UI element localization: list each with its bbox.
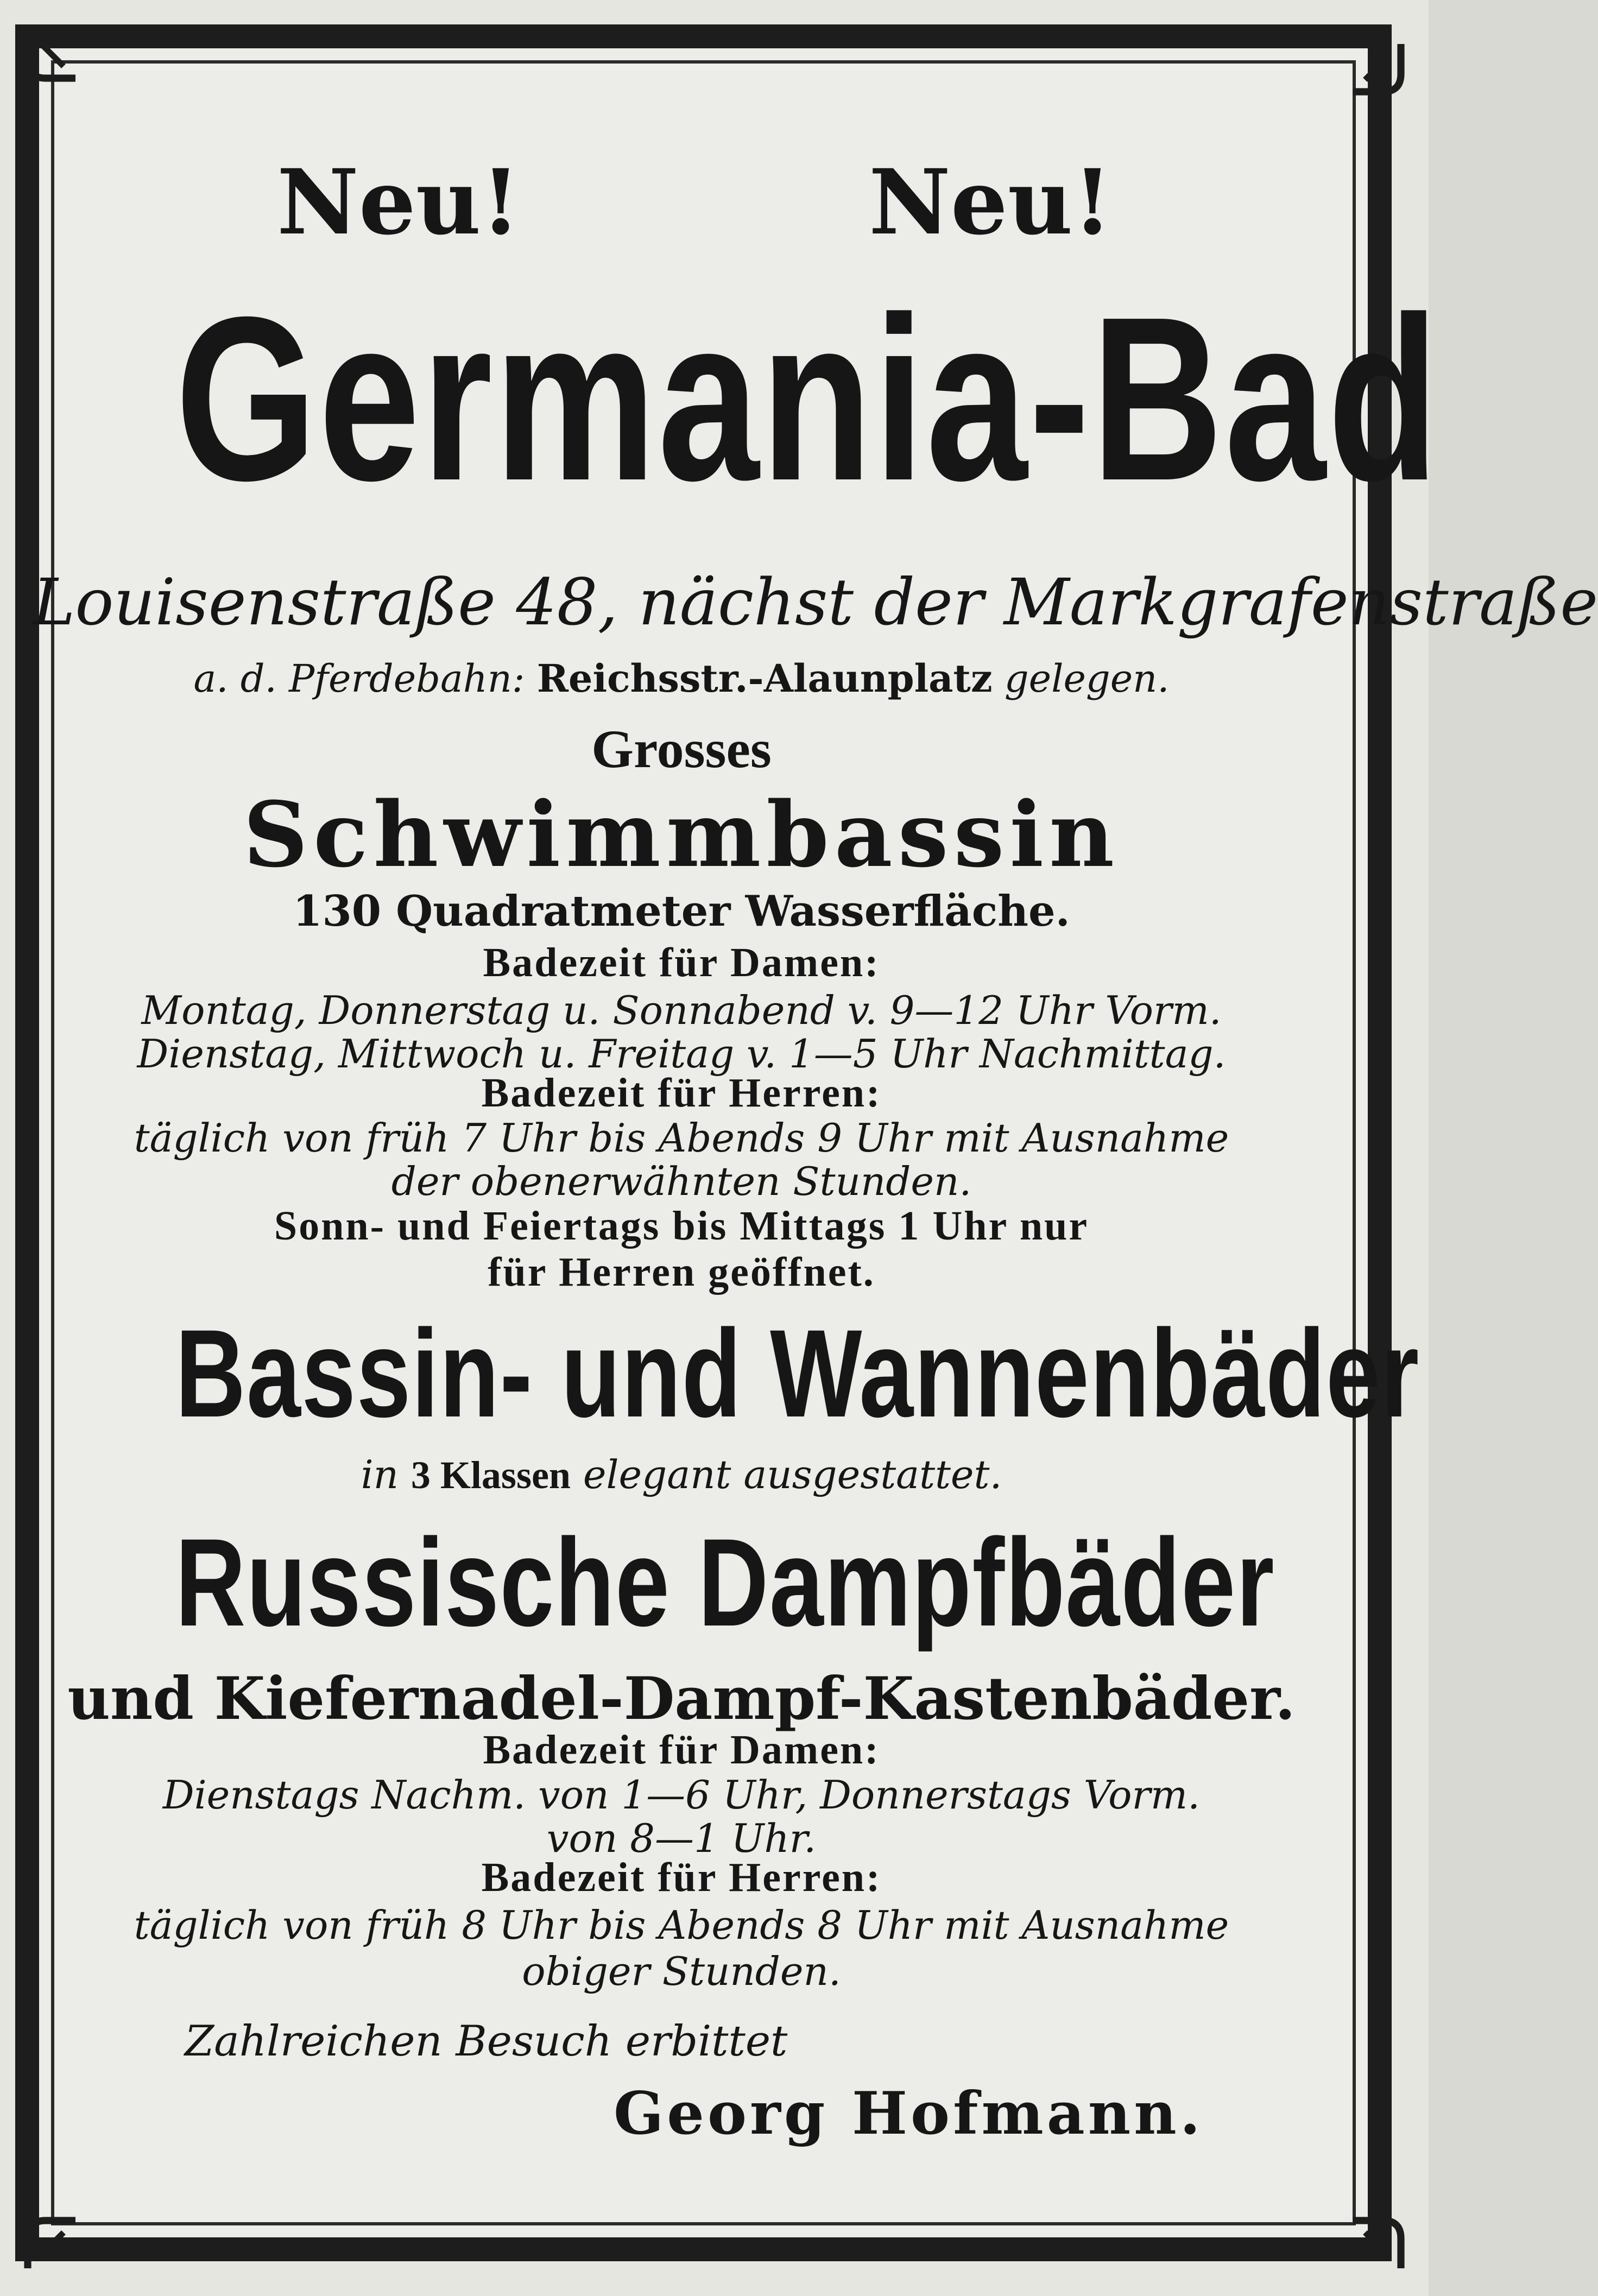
pool-ladies-line-2: Dienstag, Mittwoch u. Freitag v. 1—5 Uhr Nachmittag. xyxy=(137,1031,1226,1077)
sunday-line-1: Sonn- und Feiertags bis Mittags 1 Uhr nur xyxy=(274,1203,1089,1249)
steam-men-heading: Badezeit für Herren: xyxy=(481,1855,882,1900)
pool-area: 130 Quadratmeter Wasserfläche. xyxy=(293,887,1070,936)
address-line-1: Louisenstraße 48, nächst der Markgrafenstraße xyxy=(33,565,1598,640)
sunday-line-2: für Herren geöffnet. xyxy=(488,1249,875,1295)
steam-ladies-line-2: von 8—1 Uhr. xyxy=(546,1816,817,1861)
steam-ladies-line-1: Dienstags Nachm. von 1—6 Uhr, Donnerstags Vorm. xyxy=(162,1772,1201,1818)
pool-grosses: Grosses xyxy=(591,719,772,779)
steam-block xyxy=(33,1513,1330,1661)
pool-men-line-2: der obenerwähnten Stunden. xyxy=(391,1159,972,1204)
pool-men-line-1: täglich von früh 7 Uhr bis Abends 9 Uhr mit Ausnahme xyxy=(134,1115,1229,1161)
invitation-text: Zahlreichen Besuch erbittet xyxy=(185,2017,788,2066)
steam-men-line-1: täglich von früh 8 Uhr bis Abends 8 Uhr mit Ausnahme xyxy=(134,1902,1229,1948)
steam-heading: Russische Dampfbäder xyxy=(175,1513,1275,1652)
pool-heading: Schwimmbassin xyxy=(243,782,1120,887)
baths-block xyxy=(33,1304,1420,1452)
steam-subheading: und Kiefernadel-Dampf-Kastenbäder. xyxy=(67,1665,1296,1733)
corner-ornament-icon xyxy=(1347,2215,1407,2274)
corner-ornament-icon xyxy=(22,2215,81,2274)
tram-prefix: a. d. Pferdebahn: xyxy=(193,656,525,701)
neu-right: Neu! xyxy=(869,149,1113,255)
tram-suffix: gelegen. xyxy=(1004,656,1170,701)
neu-left: Neu! xyxy=(277,149,521,255)
corner-ornament-icon xyxy=(22,24,81,84)
page-title: Germania-Bad xyxy=(175,269,1441,529)
pool-ladies-heading: Badezeit für Damen: xyxy=(483,940,880,985)
title-block xyxy=(33,269,1441,532)
steam-ladies-heading: Badezeit für Damen: xyxy=(483,1727,880,1773)
steam-men-line-2: obiger Stunden. xyxy=(522,1949,841,1994)
baths-classes xyxy=(33,1452,1330,1497)
signature: Georg Hofmann. xyxy=(614,2079,1204,2148)
classes-suffix: elegant ausgestattet. xyxy=(583,1452,1002,1497)
tram-stop: Reichsstr.-Alaunplatz xyxy=(536,656,993,701)
baths-heading: Bassin- und Wannenbäder xyxy=(175,1304,1420,1443)
pool-men-heading: Badezeit für Herren: xyxy=(481,1070,882,1116)
neu-headline xyxy=(33,149,1330,255)
corner-ornament-icon xyxy=(1347,38,1407,98)
classes-prefix: in xyxy=(361,1452,399,1497)
address-line-2 xyxy=(33,656,1330,701)
classes-count: 3 Klassen xyxy=(410,1453,571,1497)
pool-ladies-line-1: Montag, Donnerstag u. Sonnabend v. 9—12 Uhr Vorm. xyxy=(141,988,1222,1033)
